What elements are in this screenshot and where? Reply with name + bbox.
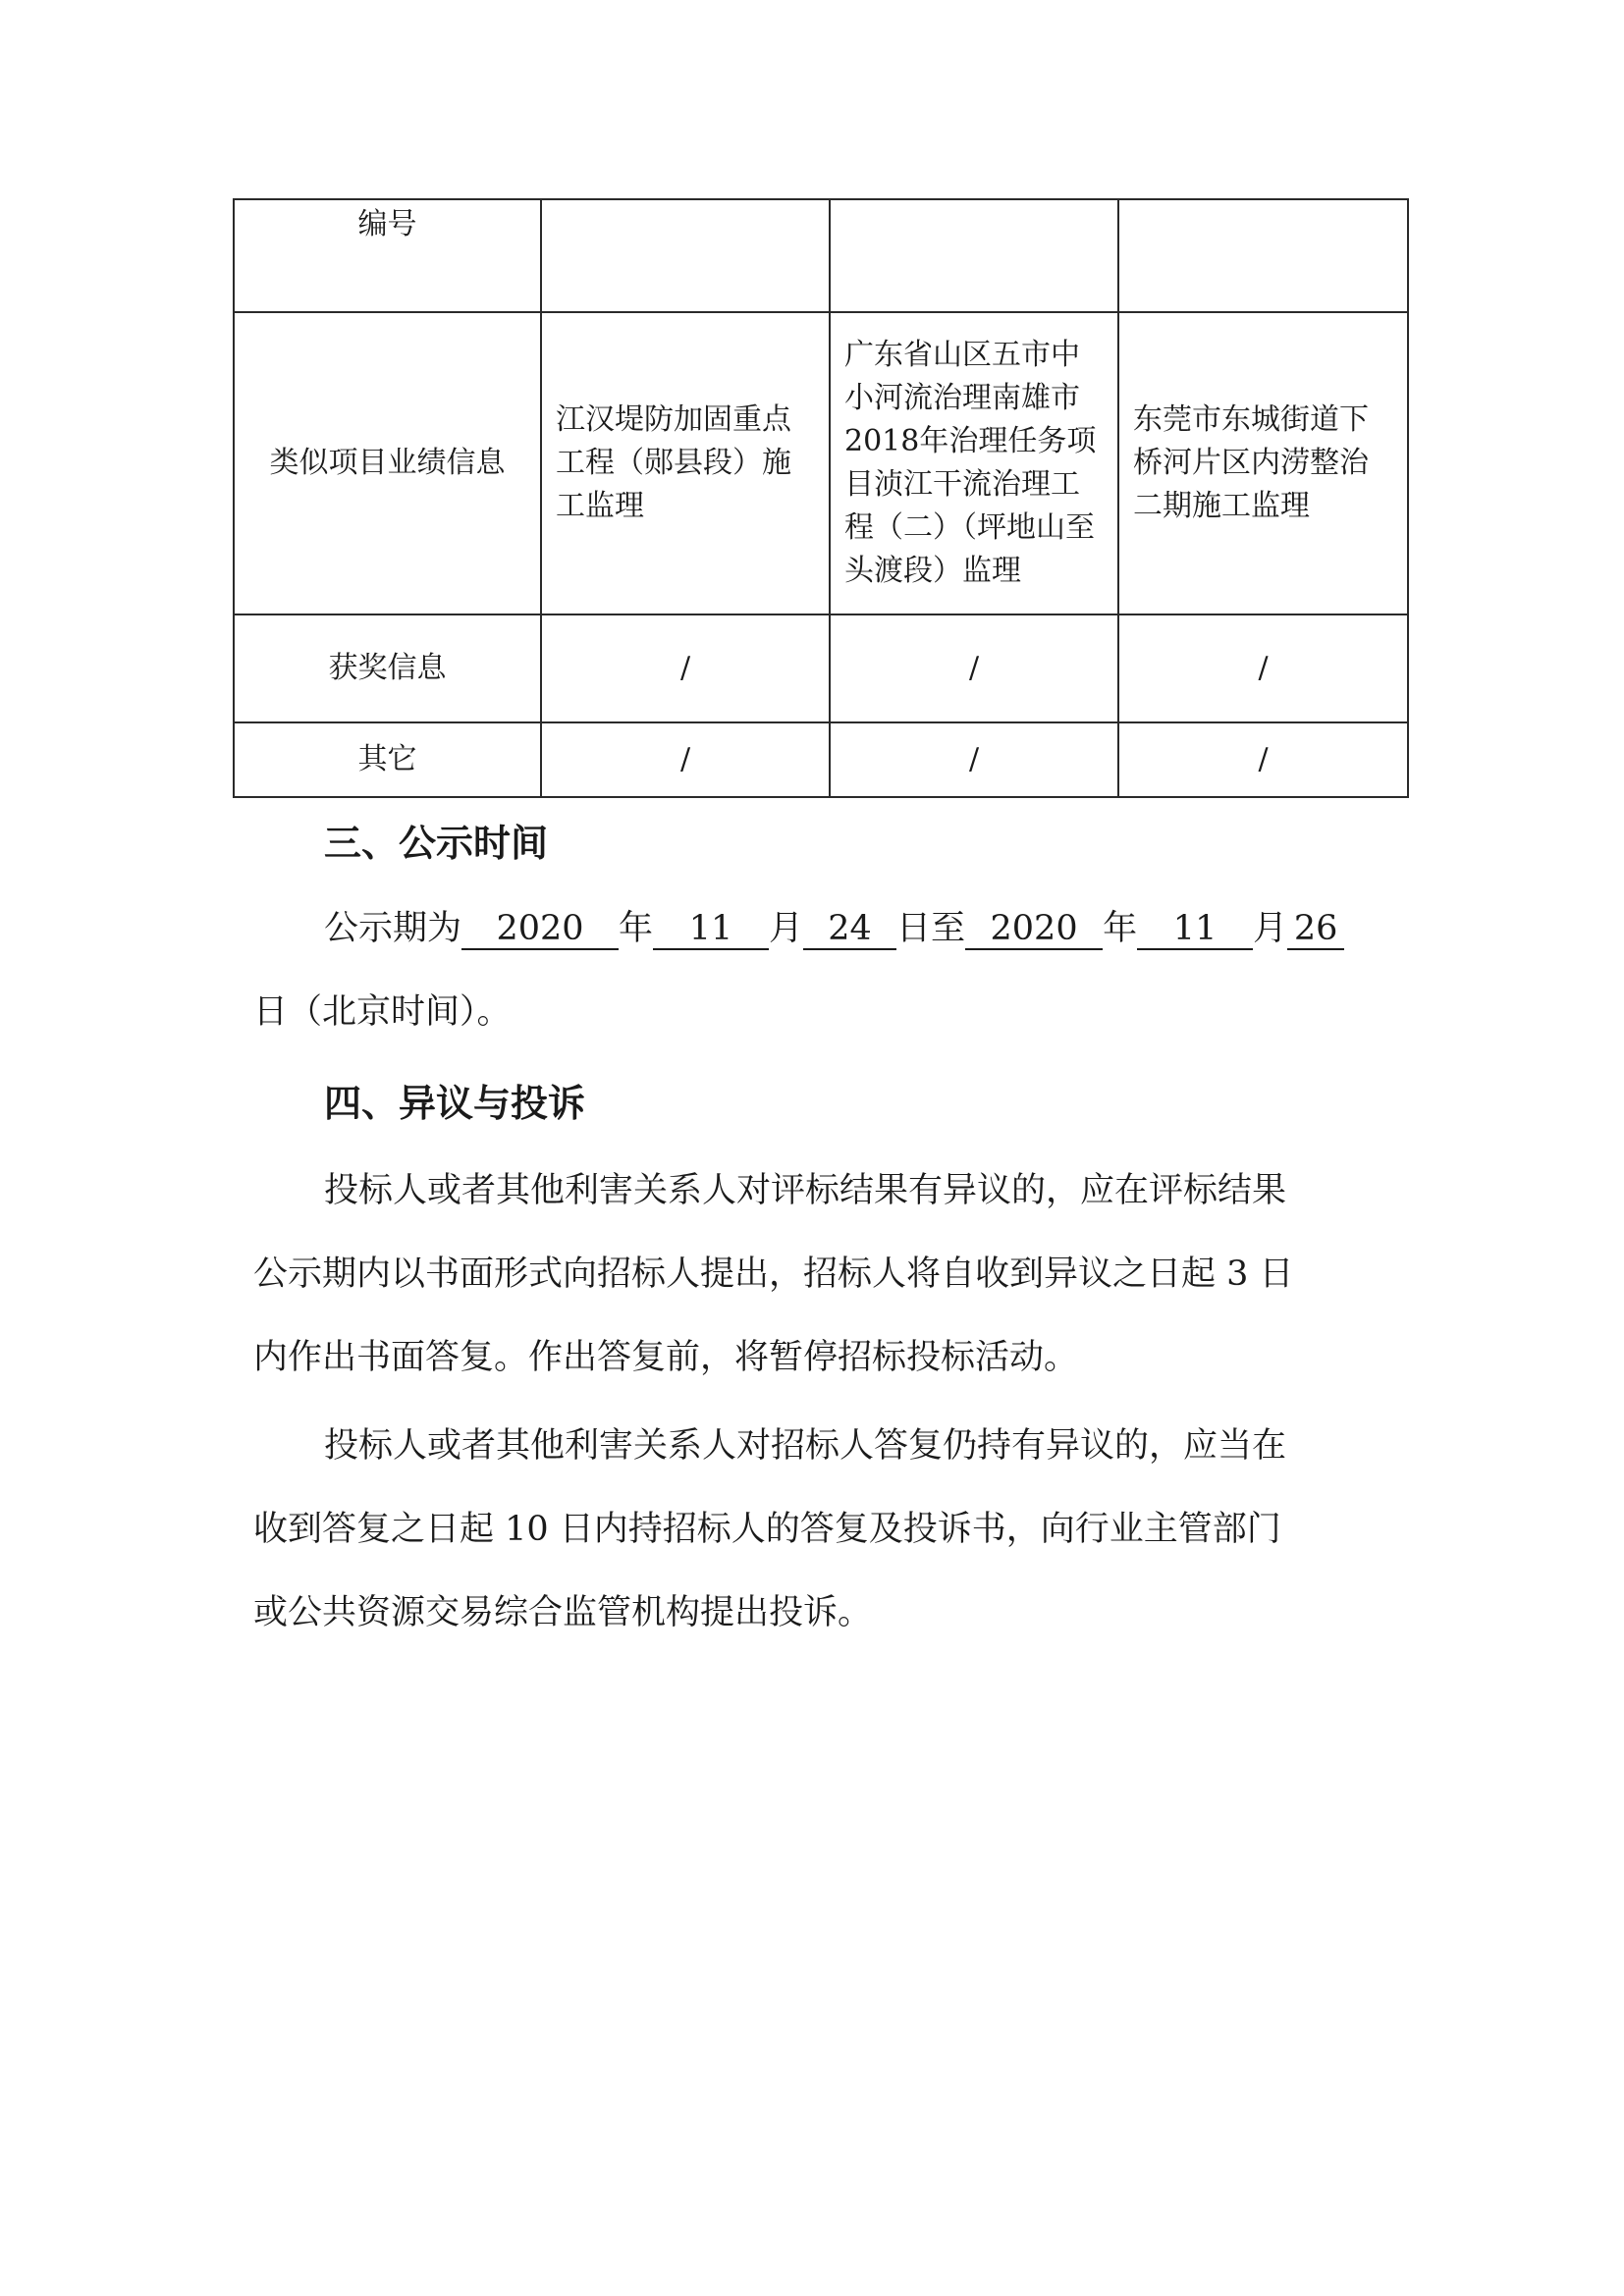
table-cell: [1118, 199, 1408, 312]
year-char: 年: [1103, 909, 1138, 948]
table-cell: [830, 199, 1118, 312]
end-month: 11: [1137, 909, 1253, 950]
period-prefix: 公示期为: [324, 909, 462, 948]
table-cell: /: [1118, 614, 1408, 722]
table-cell: /: [541, 614, 830, 722]
row-label-awards: 获奖信息: [234, 614, 541, 722]
table-cell: /: [830, 722, 1118, 797]
paragraph-line: 内作出书面答复。作出答复前，将暂停招标投标活动。: [253, 1338, 1079, 1377]
start-month: 11: [653, 909, 769, 950]
table-row-experience: [234, 312, 1408, 614]
publicity-period-suffix: 日（北京时间）。: [253, 992, 512, 1032]
table-row-number: [234, 199, 1408, 312]
month-char: 月: [1253, 909, 1288, 948]
paragraph-line: 公示期内以书面形式向招标人提出，招标人将自收到异议之日起 3 日: [253, 1255, 1294, 1294]
table-cell: 江汉堤防加固重点工程（郧县段）施工监理: [541, 312, 830, 614]
table-cell: /: [541, 722, 830, 797]
start-year: 2020: [461, 909, 619, 950]
start-day: 24: [803, 909, 896, 950]
end-day: 26: [1287, 909, 1344, 950]
table-row-other: [234, 722, 1408, 797]
row-label-number: 编号: [234, 199, 541, 312]
month-char: 月: [769, 909, 804, 948]
table-cell: 广东省山区五市中小河流治理南雄市2018年治理任务项目浈江干流治理工程（二）（坪地山至头渡段）监理: [830, 312, 1118, 614]
table-cell: 东莞市东城街道下桥河片区内涝整治二期施工监理: [1118, 312, 1408, 614]
paragraph-line: 或公共资源交易综合监管机构提出投诉。: [253, 1593, 873, 1632]
table-cell: /: [830, 614, 1118, 722]
paragraph-line: 投标人或者其他利害关系人对评标结果有异议的，应在评标结果: [324, 1171, 1287, 1210]
row-label-experience: 类似项目业绩信息: [234, 312, 541, 614]
paragraph-line: 收到答复之日起 10 日内持招标人的答复及投诉书，向行业主管部门: [253, 1510, 1281, 1549]
table-cell: [541, 199, 830, 312]
row-label-other: 其它: [234, 722, 541, 797]
section-heading-objection: 四、异议与投诉: [324, 1082, 586, 1125]
section-heading-publicity-period: 三、公示时间: [324, 822, 549, 865]
day-to: 日至: [896, 909, 966, 948]
year-char: 年: [619, 909, 654, 948]
publicity-period-line: [324, 901, 1344, 950]
project-info-table: [233, 198, 1409, 798]
table-row-awards: [234, 614, 1408, 722]
end-year: 2020: [965, 909, 1103, 950]
paragraph-line: 投标人或者其他利害关系人对招标人答复仍持有异议的，应当在: [324, 1426, 1287, 1466]
table-cell: /: [1118, 722, 1408, 797]
